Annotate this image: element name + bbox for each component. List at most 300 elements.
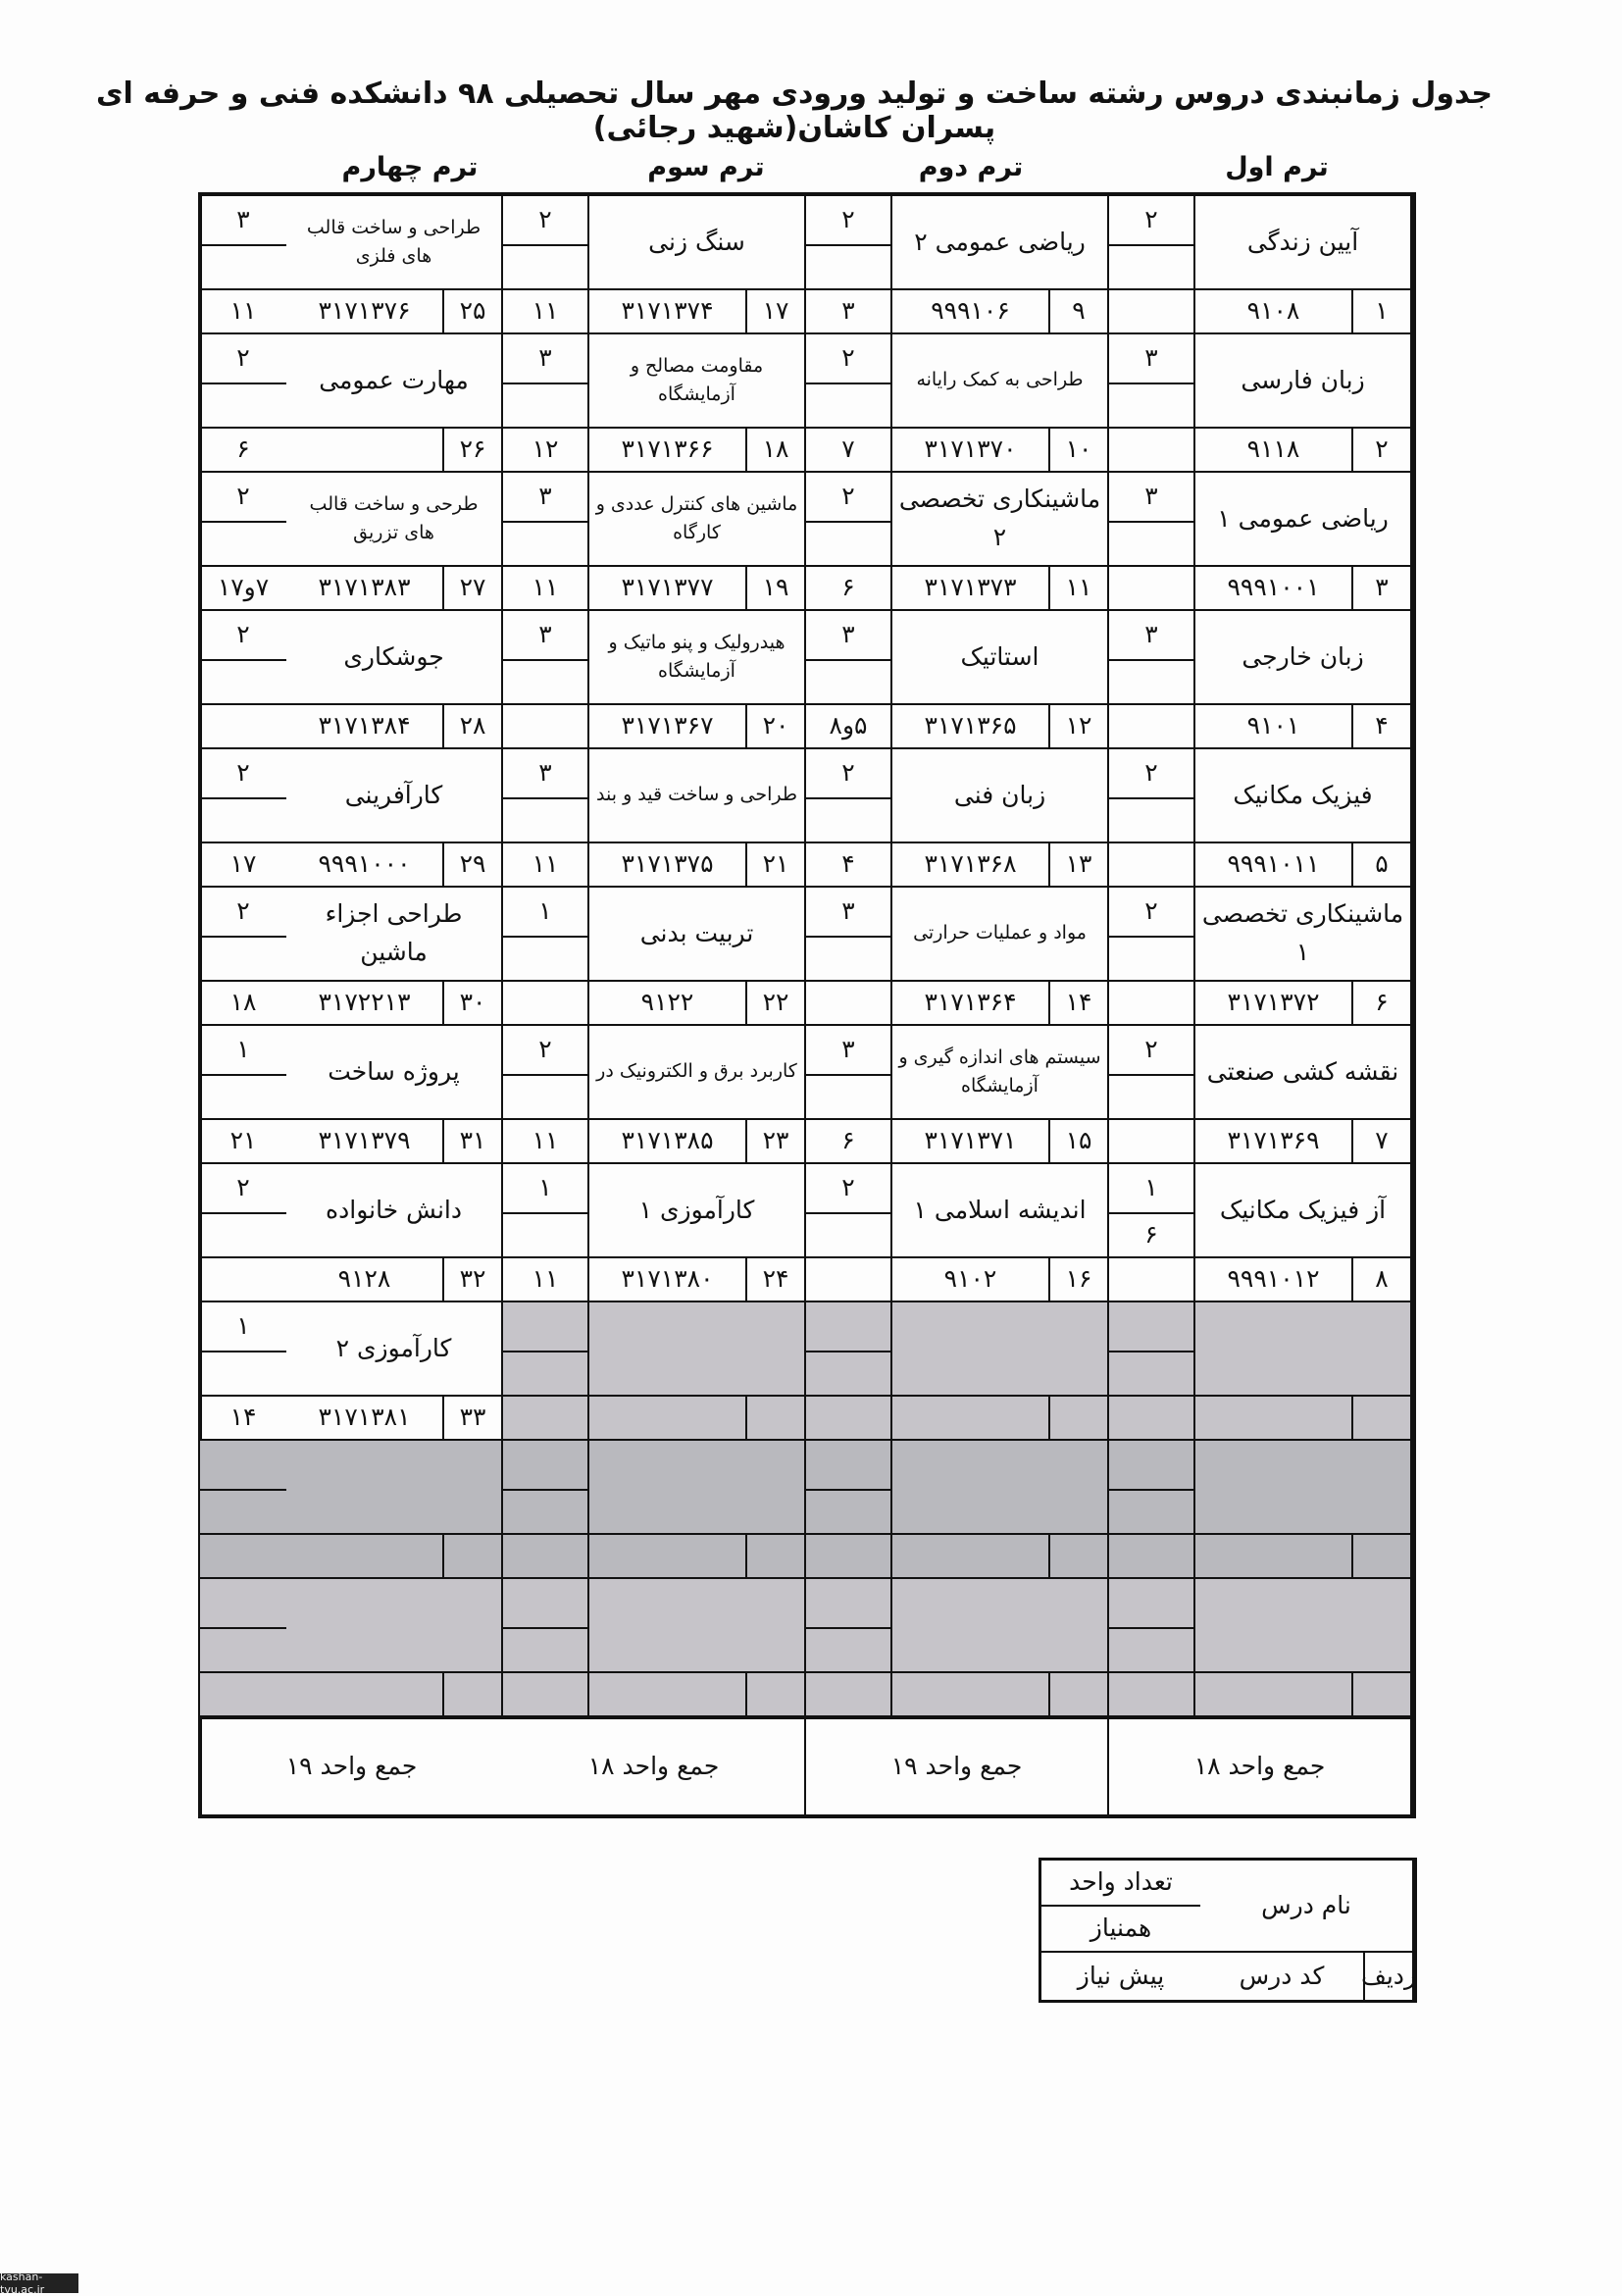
course-units: ۲ [1144,758,1158,788]
course-units: ۳ [538,758,552,788]
legend-prereq: پیش نیاز [1077,1961,1165,1990]
course-units [200,1579,286,1627]
course-prereq: ۱۱ [503,290,589,334]
course-units-cell [200,334,286,429]
course-hamniaz [806,383,890,427]
course-row-number [1050,1397,1109,1441]
course-hamniaz [200,521,286,565]
course-code: ۹۹۹۱۰۱۱ [1195,843,1353,888]
course-prereq [1109,567,1195,611]
course-units [503,1579,587,1627]
course-code: ۹۹۹۱۰۱۲ [1195,1258,1353,1302]
course-code [1195,1673,1353,1717]
course-name [1195,1441,1412,1535]
course-units: ۱ [538,1173,552,1202]
course-row-number: ۲ [1353,429,1412,473]
course-code: ۳۱۷۱۳۶۸ [892,843,1050,888]
course-hamniaz [200,1627,286,1671]
term-1-label: ترم اول [1225,152,1329,182]
course-units-cell [1109,1579,1195,1673]
course-units-cell [806,1441,892,1535]
course-units: ۱ [236,1035,250,1064]
course-units-cell [503,611,589,705]
course-prereq [503,705,589,749]
course-units-cell [1109,1302,1195,1397]
course-units [806,1441,890,1489]
course-hamniaz [503,1212,587,1256]
course-hamniaz [1109,1627,1193,1671]
course-name [286,1441,503,1535]
course-units-cell [806,196,892,290]
course-units-cell [503,1579,589,1673]
course-units [1109,1441,1193,1489]
course-units [200,1441,286,1489]
course-name: ماشینکاری تخصصی ۱ [1195,888,1412,982]
course-name: مقاومت مصالح و آزمایشگاه [589,334,806,429]
course-hamniaz [200,244,286,288]
course-row-number: ۸ [1353,1258,1412,1302]
course-hamniaz [1109,1074,1193,1118]
legend-box [1039,1858,1417,2003]
course-name: استاتیک [892,611,1109,705]
course-units: ۱ [1144,1173,1158,1202]
course-units-cell [503,1441,589,1535]
course-units: ۲ [236,482,250,511]
course-units-cell [200,1164,286,1258]
course-units-cell [1109,1441,1195,1535]
course-row-number [747,1535,806,1579]
course-units-cell [1109,473,1195,567]
schedule-table [198,192,1416,1818]
course-name: کارآفرینی [286,749,503,843]
course-row-number: ۲۱ [747,843,806,888]
course-hamniaz [200,383,286,427]
course-name: سیستم های اندازه گیری و آزمایشگاه [892,1026,1109,1120]
course-units-cell [1109,334,1195,429]
course-prereq [1109,1120,1195,1164]
course-hamniaz [200,1074,286,1118]
legend-units: تعداد واحد [1041,1861,1200,1907]
course-units: ۲ [236,896,250,926]
course-hamniaz [503,1627,587,1671]
course-prereq [200,705,286,749]
course-prereq [1109,429,1195,473]
course-row-number: ۲۷ [444,567,503,611]
course-prereq: ۱۲ [503,429,589,473]
course-prereq [1109,1535,1195,1579]
term-total: جمع واحد ۱۸ [1109,1717,1412,1814]
course-hamniaz [200,797,286,842]
course-prereq [1109,1397,1195,1441]
course-name: ماشین های کنترل عددی و کارگاه [589,473,806,567]
course-row-number [444,1673,503,1717]
course-code: ۹۹۹۱۰۰۱ [1195,567,1353,611]
course-prereq [503,1397,589,1441]
course-row-number [747,1673,806,1717]
course-name: جوشکاری [286,611,503,705]
course-units: ۲ [841,482,855,511]
course-row-number: ۴ [1353,705,1412,749]
course-units-cell [1109,1026,1195,1120]
course-hamniaz [200,1212,286,1256]
course-hamniaz [503,936,587,980]
course-hamniaz [503,1489,587,1533]
term-2-label: ترم دوم [918,152,1024,182]
course-prereq [1109,290,1195,334]
course-units [503,1302,587,1351]
course-hamniaz [806,1489,890,1533]
course-hamniaz [1109,1351,1193,1395]
page-title: جدول زمانبندی دروس رشته ساخت و تولید ورودی مهر سال تحصیلی ۹۸ دانشکده فنی و حرفه ای پسران کاشان(شهید رجائی) [95,77,1493,145]
course-row-number: ۳ [1353,567,1412,611]
course-prereq: ۴ [806,843,892,888]
course-code: ۳۱۷۱۳۷۴ [589,290,747,334]
course-name: کارآموزی ۲ [286,1302,503,1397]
course-units: ۳ [538,343,552,373]
term-4-label: ترم چهارم [341,152,479,182]
course-hamniaz [806,797,890,842]
course-units: ۲ [236,1173,250,1202]
term-total: جمع واحد ۱۹ [806,1717,1109,1814]
course-units-cell [200,611,286,705]
course-name: طراحی به کمک رایانه [892,334,1109,429]
course-row-number [1353,1673,1412,1717]
course-hamniaz [806,1074,890,1118]
course-row-number: ۱۱ [1050,567,1109,611]
course-units-cell [503,1026,589,1120]
course-name: سنگ زنی [589,196,806,290]
course-code [286,429,444,473]
course-code: ۳۱۷۱۳۷۷ [589,567,747,611]
course-units-cell [200,1302,286,1397]
course-code: ۹۹۹۱۰۰۰ [286,843,444,888]
course-hamniaz [1109,936,1193,980]
course-name [892,1302,1109,1397]
course-hamniaz [1109,383,1193,427]
course-hamniaz [200,1351,286,1395]
course-row-number: ۳۱ [444,1120,503,1164]
course-name [589,1302,806,1397]
course-name: طرحی و ساخت قالب های تزریق [286,473,503,567]
course-prereq: ۶ [200,429,286,473]
course-prereq [503,1535,589,1579]
course-row-number [1050,1673,1109,1717]
course-row-number: ۱۶ [1050,1258,1109,1302]
course-name: ماشینکاری تخصصی ۲ [892,473,1109,567]
course-units-cell [1109,888,1195,982]
course-units-cell [1109,749,1195,843]
course-code [286,1673,444,1717]
course-prereq [200,1258,286,1302]
course-units: ۳ [1144,620,1158,649]
course-code: ۳۱۷۱۳۸۴ [286,705,444,749]
course-code: ۳۱۷۱۳۷۶ [286,290,444,334]
course-name: طراحی اجزاء ماشین [286,888,503,982]
course-units: ۱ [538,896,552,926]
course-units: ۳ [538,482,552,511]
course-row-number: ۲۸ [444,705,503,749]
course-code: ۹۱۱۸ [1195,429,1353,473]
course-prereq: ۱۱ [503,567,589,611]
course-units-cell [1109,196,1195,290]
course-prereq [1109,982,1195,1026]
course-row-number: ۱۴ [1050,982,1109,1026]
course-name: کاربرد برق و الکترونیک در [589,1026,806,1120]
course-units-cell [503,1302,589,1397]
course-code: ۳۱۷۲۲۱۳ [286,982,444,1026]
course-units-cell [503,473,589,567]
course-units: ۲ [1144,896,1158,926]
course-prereq [806,1673,892,1717]
course-code: ۳۱۷۱۳۸۱ [286,1397,444,1441]
course-units-cell [200,473,286,567]
course-units-cell [503,1164,589,1258]
course-name: ریاضی عمومی ۲ [892,196,1109,290]
course-code: ۳۱۷۱۳۸۵ [589,1120,747,1164]
course-row-number: ۱۲ [1050,705,1109,749]
course-units [1109,1302,1193,1351]
course-hamniaz [503,244,587,288]
course-code: ۳۱۷۱۳۶۶ [589,429,747,473]
course-name: دانش خانواده [286,1164,503,1258]
course-prereq: ۷و۱۷ [200,567,286,611]
course-units-cell [806,749,892,843]
course-code [286,1535,444,1579]
course-units-cell [806,1164,892,1258]
course-prereq [200,1673,286,1717]
course-name: مهارت عمومی [286,334,503,429]
course-row-number: ۲۹ [444,843,503,888]
course-units-cell [200,749,286,843]
course-prereq [806,1397,892,1441]
legend-code: کد درس [1200,1953,1365,2000]
course-prereq [503,982,589,1026]
course-units: ۳ [1144,482,1158,511]
course-code: ۳۱۷۱۳۸۰ [589,1258,747,1302]
course-prereq [503,1673,589,1717]
course-code [589,1535,747,1579]
course-name [589,1579,806,1673]
course-row-number: ۱۳ [1050,843,1109,888]
course-name: اندیشه اسلامی ۱ [892,1164,1109,1258]
course-units-cell [806,611,892,705]
course-code: ۹۹۹۱۰۶ [892,290,1050,334]
course-hamniaz [806,244,890,288]
course-units: ۲ [538,205,552,234]
course-prereq: ۶ [806,567,892,611]
legend-hamniaz: همنیاز [1041,1907,1200,1953]
course-units-cell [200,1026,286,1120]
course-row-number: ۹ [1050,290,1109,334]
course-units-cell [200,888,286,982]
course-prereq: ۱۴ [200,1397,286,1441]
course-code [892,1673,1050,1717]
course-name: تربیت بدنی [589,888,806,982]
course-code [892,1535,1050,1579]
course-name: زبان خارجی [1195,611,1412,705]
course-name [1195,1302,1412,1397]
course-prereq [1109,843,1195,888]
course-units-cell [1109,1164,1195,1258]
course-hamniaz [200,1489,286,1533]
course-row-number: ۲۴ [747,1258,806,1302]
course-row-number: ۳۰ [444,982,503,1026]
course-units-cell [503,334,589,429]
course-hamniaz [1109,244,1193,288]
course-hamniaz [806,936,890,980]
course-units: ۳ [236,205,250,234]
term-3-label: ترم سوم [647,152,765,182]
course-units-cell [1109,611,1195,705]
course-units: ۲ [538,1035,552,1064]
course-hamniaz [200,659,286,703]
course-prereq [806,1535,892,1579]
course-code: ۹۱۰۸ [1195,290,1353,334]
course-hamniaz [503,1351,587,1395]
course-prereq [1109,1258,1195,1302]
course-row-number: ۱۷ [747,290,806,334]
course-name: فیزیک مکانیک [1195,749,1412,843]
course-units: ۲ [1144,1035,1158,1064]
legend-course-name: نام درس [1200,1861,1414,1953]
course-units: ۱ [236,1311,250,1341]
course-prereq: ۵و۸ [806,705,892,749]
course-hamniaz [806,1212,890,1256]
course-code [589,1397,747,1441]
course-row-number [1353,1397,1412,1441]
course-code: ۹۱۲۲ [589,982,747,1026]
course-name: آیین زندگی [1195,196,1412,290]
course-units: ۲ [841,758,855,788]
course-prereq: ۱۸ [200,982,286,1026]
course-code: ۳۱۷۱۳۷۵ [589,843,747,888]
course-prereq [806,1258,892,1302]
course-code [1195,1397,1353,1441]
course-units-cell [806,888,892,982]
course-units-cell [806,1302,892,1397]
course-prereq: ۱۱ [503,1120,589,1164]
course-name: طراحی و ساخت قالب های فلزی [286,196,503,290]
course-name: ریاضی عمومی ۱ [1195,473,1412,567]
course-hamniaz [503,521,587,565]
course-units-cell [503,196,589,290]
course-hamniaz [503,383,587,427]
course-row-number [444,1535,503,1579]
course-units: ۲ [841,205,855,234]
course-units: ۲ [236,343,250,373]
course-units: ۳ [841,1035,855,1064]
course-code: ۳۱۷۱۳۶۷ [589,705,747,749]
course-units: ۲ [841,343,855,373]
course-prereq [200,1535,286,1579]
course-hamniaz: ۶ [1109,1212,1193,1256]
course-name: پروژه ساخت [286,1026,503,1120]
course-units: ۳ [1144,343,1158,373]
course-hamniaz [503,659,587,703]
course-hamniaz [806,521,890,565]
course-prereq: ۱۱ [503,1258,589,1302]
course-units: ۳ [538,620,552,649]
course-code: ۳۱۷۱۳۸۳ [286,567,444,611]
course-prereq [1109,1673,1195,1717]
course-name: زبان فارسی [1195,334,1412,429]
course-row-number: ۲۳ [747,1120,806,1164]
course-name [589,1441,806,1535]
course-prereq: ۷ [806,429,892,473]
course-hamniaz [1109,797,1193,842]
course-code [892,1397,1050,1441]
course-units-cell [200,1579,286,1673]
course-row-number: ۷ [1353,1120,1412,1164]
course-units [806,1579,890,1627]
course-row-number: ۱ [1353,290,1412,334]
course-units: ۲ [841,1173,855,1202]
term-total: جمع واحد ۱۹ [200,1717,503,1814]
course-row-number: ۲۰ [747,705,806,749]
course-code: ۳۱۷۱۳۶۴ [892,982,1050,1026]
course-prereq: ۲۱ [200,1120,286,1164]
course-row-number: ۱۹ [747,567,806,611]
course-hamniaz [503,1074,587,1118]
course-code: ۹۱۰۱ [1195,705,1353,749]
course-row-number: ۲۶ [444,429,503,473]
course-code: ۳۱۷۱۳۶۵ [892,705,1050,749]
course-hamniaz [1109,1489,1193,1533]
course-name: نقشه کشی صنعتی [1195,1026,1412,1120]
course-name: هیدرولیک و پنو ماتیک و آزمایشگاه [589,611,806,705]
course-units-cell [806,1579,892,1673]
course-prereq: ۳ [806,290,892,334]
course-row-number: ۱۰ [1050,429,1109,473]
course-hamniaz [806,1351,890,1395]
course-hamniaz [200,936,286,980]
course-row-number [747,1397,806,1441]
course-row-number: ۵ [1353,843,1412,888]
course-units-cell [806,1026,892,1120]
course-hamniaz [806,1627,890,1671]
course-units: ۳ [841,896,855,926]
course-hamniaz [806,659,890,703]
course-units-cell [503,888,589,982]
course-row-number: ۳۳ [444,1397,503,1441]
course-code: ۹۱۰۲ [892,1258,1050,1302]
course-code: ۳۱۷۱۳۷۹ [286,1120,444,1164]
course-code [1195,1535,1353,1579]
course-row-number [1050,1535,1109,1579]
course-units-cell [200,196,286,290]
course-prereq: ۱۷ [200,843,286,888]
legend-row: ردیف [1365,1953,1414,2000]
course-hamniaz [1109,659,1193,703]
course-name [892,1579,1109,1673]
course-units [503,1441,587,1489]
course-name: طراحی و ساخت قید و بند [589,749,806,843]
course-row-number: ۲۲ [747,982,806,1026]
course-row-number: ۱۸ [747,429,806,473]
course-code [589,1673,747,1717]
footer-url: kashan-tvu.ac.ir [0,2273,78,2293]
course-prereq: ۶ [806,1120,892,1164]
course-units: ۲ [236,620,250,649]
course-units: ۳ [841,620,855,649]
course-row-number: ۱۵ [1050,1120,1109,1164]
course-row-number: ۲۵ [444,290,503,334]
course-hamniaz [1109,521,1193,565]
course-name: آز فیزیک مکانیک [1195,1164,1412,1258]
term-total: جمع واحد ۱۸ [503,1717,806,1814]
course-code: ۳۱۷۱۳۷۲ [1195,982,1353,1026]
course-units-cell [503,749,589,843]
